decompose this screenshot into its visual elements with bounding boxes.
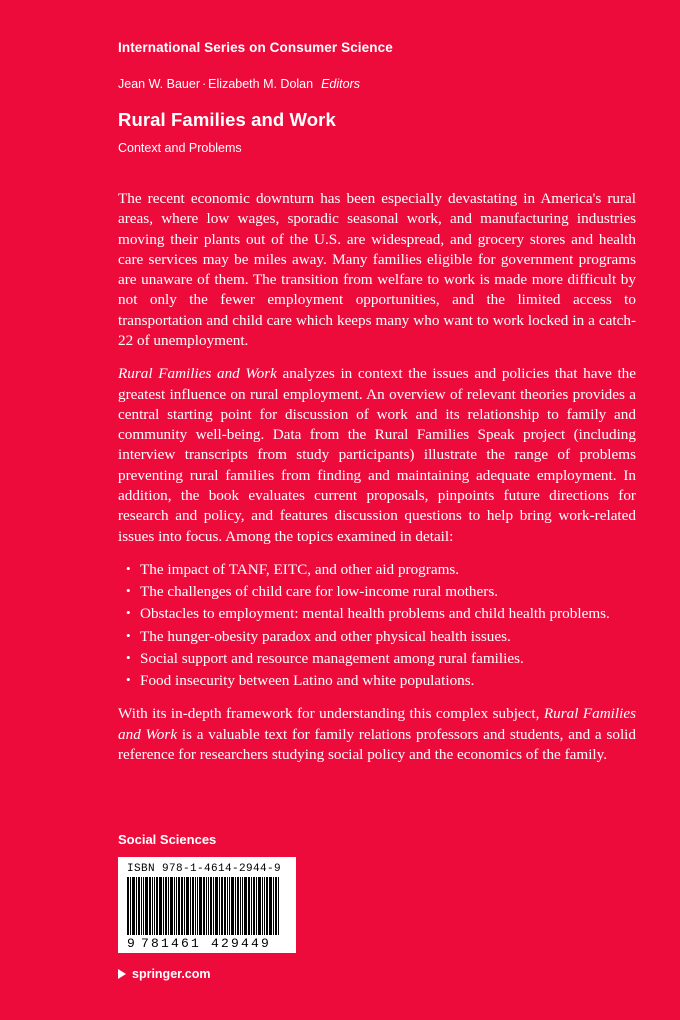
editors-role-label: Editors bbox=[321, 77, 360, 91]
blurb bbox=[118, 189, 636, 765]
blurb-title-italic-1: Rural Families and Work bbox=[118, 365, 277, 383]
cover-footer bbox=[118, 832, 638, 981]
blurb-paragraph-2-rest: analyzes in context the issues and policies that have the greatest influence on rural employment. An overview of relevant theories provides a central starting point for discussion of work and its relationship to family and community well-being. Data from the Rural Families Speak project (including interview transcripts from study participants) illustrate the range of problems preventing rural families from finding and maintaining adequate employment. In addition, the book evaluates current proposals, pinpoints future directions for research and policy, and features discussion questions to help bring work-related issues into focus. Among the topics examined in detail: bbox=[118, 365, 636, 545]
blurb-paragraph-1: The recent economic downturn has been especially devastating in America's rural areas, where low wages, sporadic seasonal work, and manufacturing industries moving their plants out of the U.S. are widespread, and grocery stores and health care services may be miles away. Many families eligible for government programs are unaware of them. The transition from welfare to work is made more difficult by not only the fewer employment opportunities, and the limited access to transportation and child care which keeps many who want to work locked in a catch-22 of unemployment. bbox=[118, 190, 636, 349]
blurb-paragraph-3-lead: With its in-depth framework for understanding this complex subject, bbox=[118, 705, 544, 723]
cover-content bbox=[118, 40, 636, 778]
editors-line bbox=[118, 77, 636, 91]
list-item: • Obstacles to employment: mental health problems and child health problems. bbox=[118, 604, 636, 624]
isbn-text: ISBN 978-1-4614-2944-9 bbox=[127, 863, 282, 875]
barcode-digit-group-1: 781461 bbox=[141, 936, 202, 951]
list-item: • The hunger-obesity paradox and other physical health issues. bbox=[118, 627, 636, 647]
barcode-digit-lead: 9 bbox=[127, 936, 138, 951]
subject-category: Social Sciences bbox=[118, 832, 217, 847]
list-item: • The challenges of child care for low-income rural mothers. bbox=[118, 582, 636, 602]
list-item: • Food insecurity between Latino and white populations. bbox=[118, 671, 636, 691]
barcode-bars bbox=[127, 877, 289, 935]
barcode-digit-group-2: 429449 bbox=[211, 936, 272, 951]
blurb-paragraph-2 bbox=[118, 364, 636, 547]
editor-separator: · bbox=[202, 77, 207, 91]
publisher-logo[interactable] bbox=[118, 967, 638, 981]
barcode-digits bbox=[127, 936, 289, 951]
topics-list bbox=[118, 560, 636, 692]
book-subtitle: Context and Problems bbox=[118, 141, 242, 155]
blurb-paragraph-3-rest: is a valuable text for family relations professors and students, and a solid reference for researchers studying social policy and the economics of the family. bbox=[118, 725, 636, 764]
book-title: Rural Families and Work bbox=[118, 109, 336, 130]
list-item: • Social support and resource management among rural families. bbox=[118, 649, 636, 669]
list-item: • The impact of TANF, EITC, and other aid programs. bbox=[118, 560, 636, 580]
blurb-title-italic-2: Rural Families and Work bbox=[118, 705, 636, 743]
blurb-paragraph-3 bbox=[118, 704, 636, 765]
editor-name-1: Jean W. Bauer bbox=[118, 77, 200, 91]
isbn-barcode bbox=[118, 857, 296, 953]
series-title: International Series on Consumer Science bbox=[118, 40, 393, 55]
editor-name-2: Elizabeth M. Dolan bbox=[208, 77, 314, 91]
triangle-right-icon bbox=[118, 969, 126, 979]
publisher-label: springer.com bbox=[132, 967, 211, 981]
